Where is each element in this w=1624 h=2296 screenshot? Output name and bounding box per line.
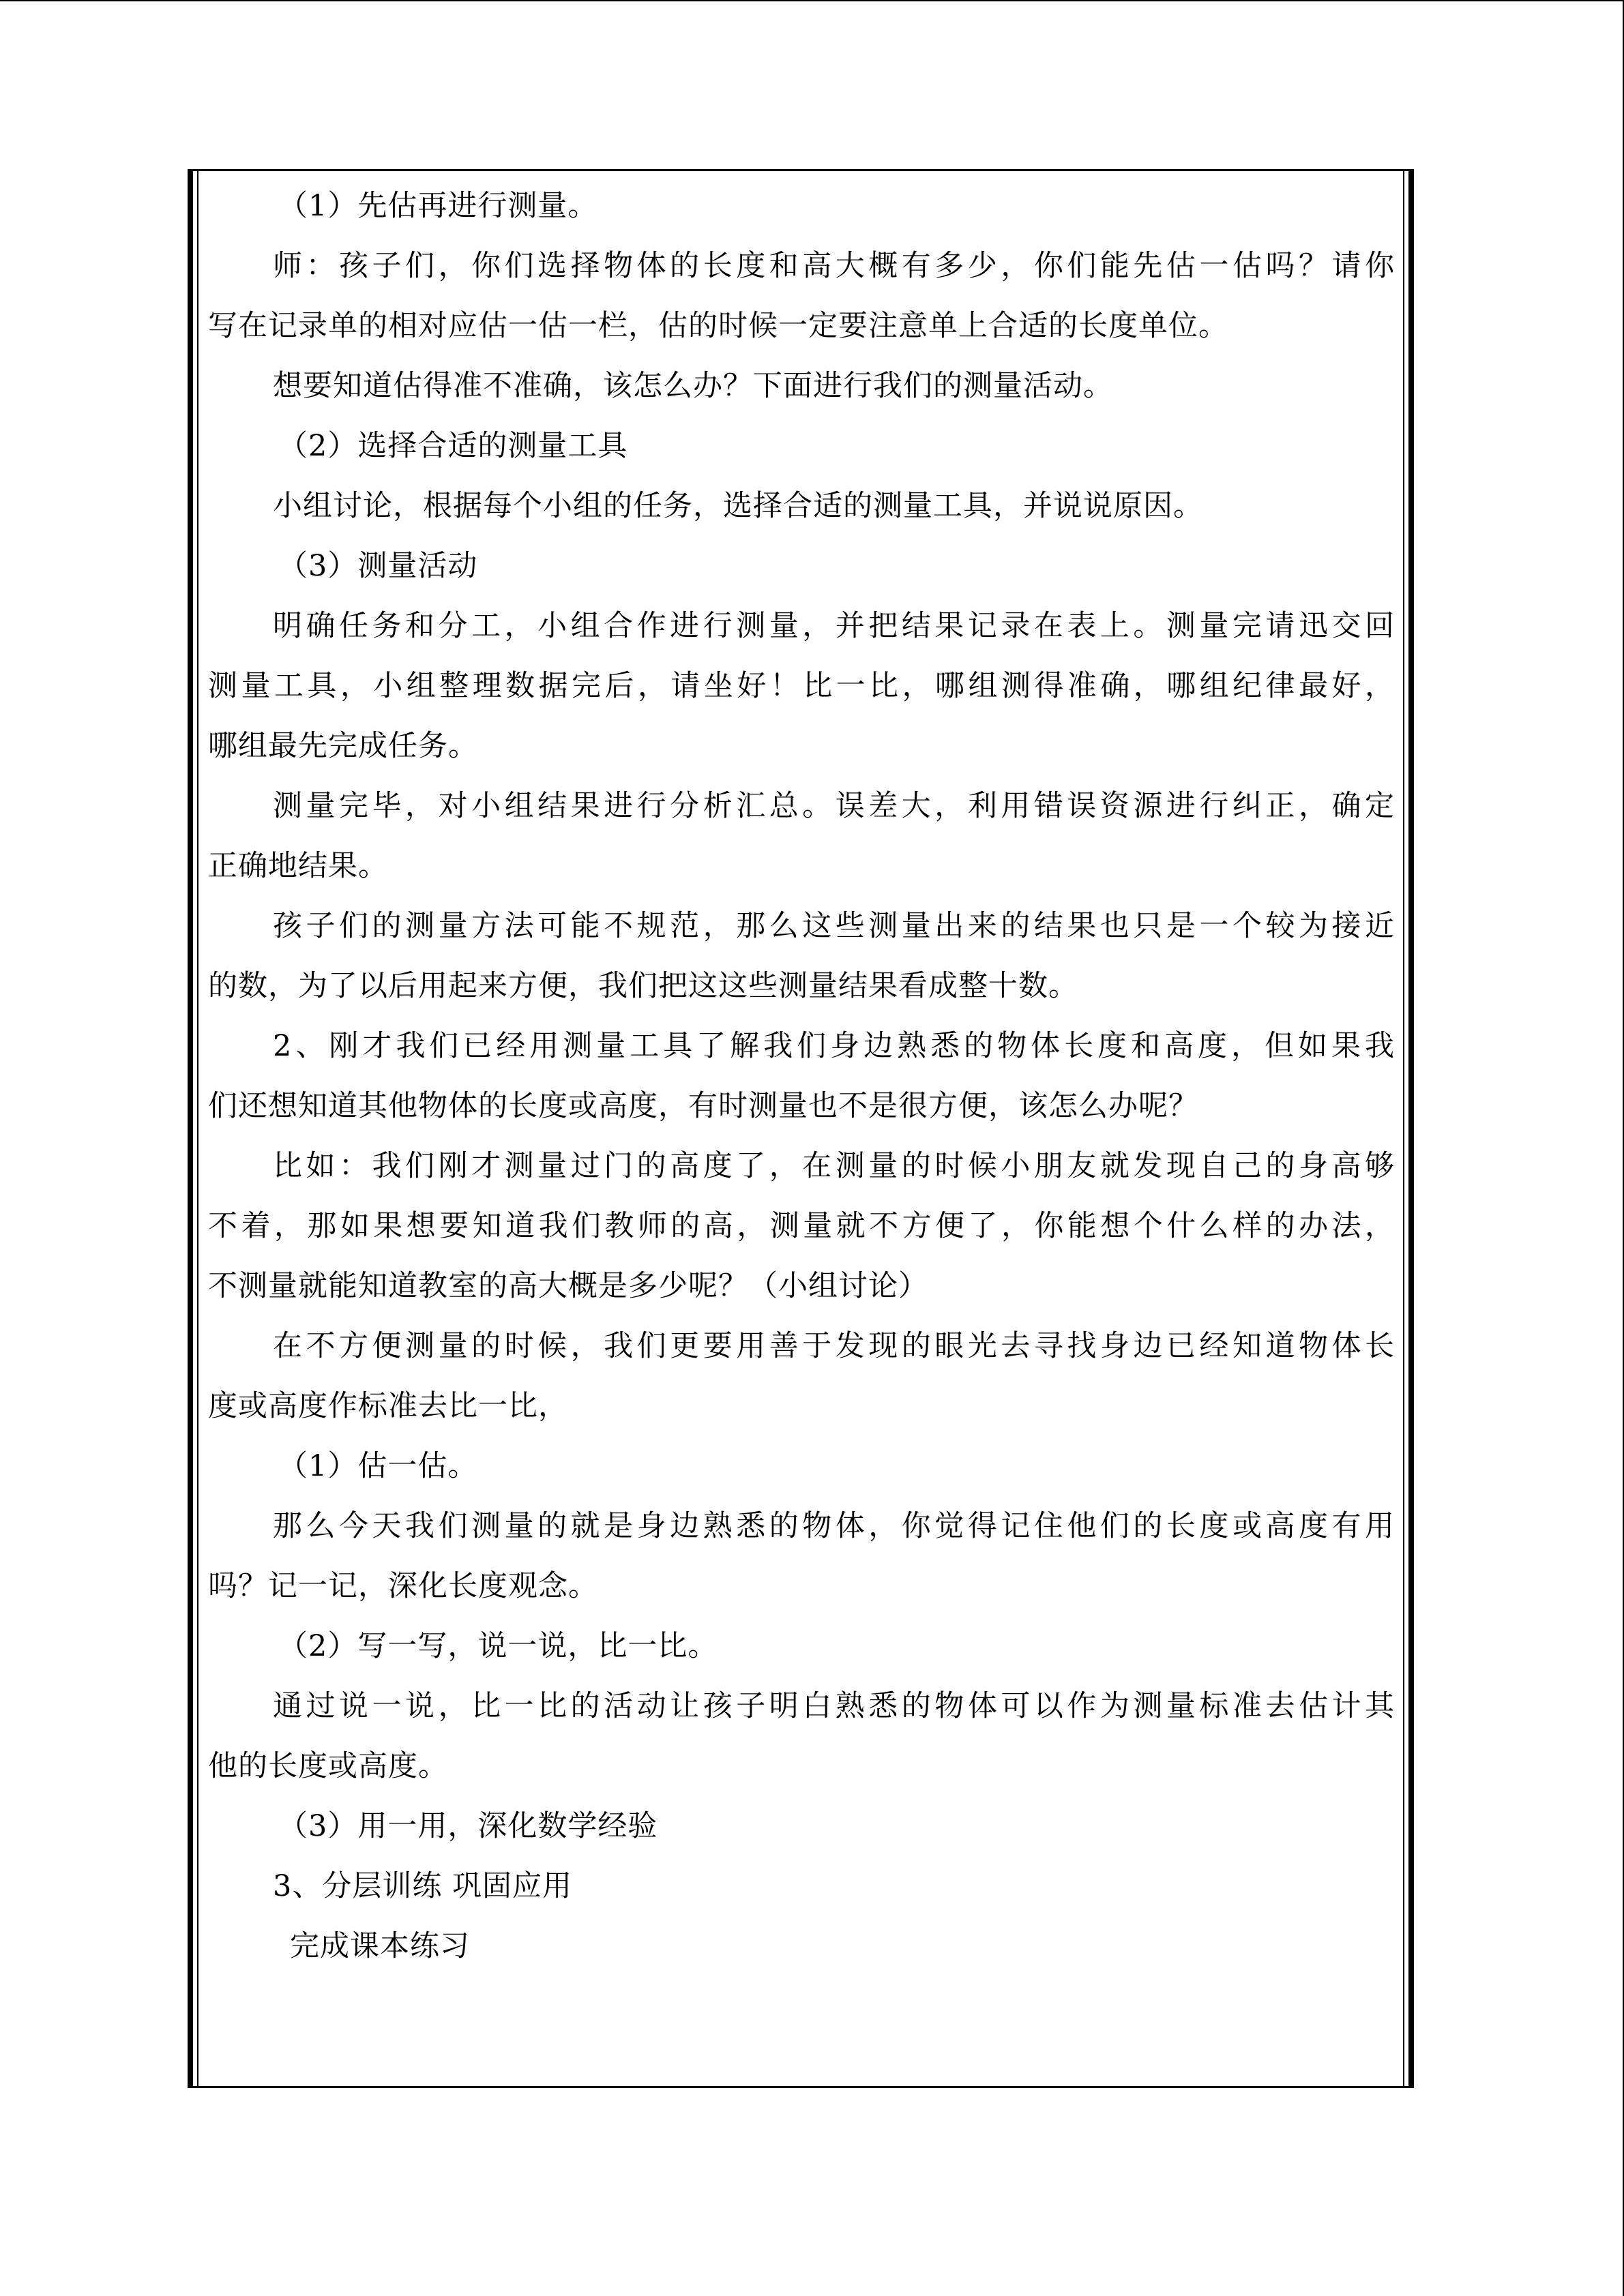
paragraph-line: 想要知道估得准不准确，该怎么办？下面进行我们的测量活动。 (273, 369, 1113, 403)
paragraph-line: 们还想知道其他物体的长度或高度，有时测量也不是很方便，该怎么办呢？ (208, 1089, 1198, 1123)
paragraph-line: 在不方便测量的时候，我们更要用善于发现的眼光去寻找身边已经知道物体长 (273, 1329, 1395, 1363)
subheading-estimate-first: （1）先估再进行测量。 (278, 189, 598, 223)
subheading-write-say-compare: （2）写一写，说一说，比一比。 (278, 1629, 718, 1663)
paragraph-line: 小组讨论，根据每个小组的任务，选择合适的测量工具，并说说原因。 (273, 489, 1203, 523)
frame-bottom-border (188, 2086, 1414, 2088)
page-top-rule (0, 0, 1624, 1)
paragraph-line: 吗？记一记，深化长度观念。 (208, 1569, 598, 1603)
document-body (208, 176, 1395, 1976)
paragraph-line: 明确任务和分工，小组合作进行测量，并把结果记录在表上。测量完请迅交回 (273, 609, 1395, 643)
paragraph-line: 测量完毕，对小组结果进行分析汇总。误差大，利用错误资源进行纠正，确定 (273, 789, 1395, 823)
subheading-measure-activity: （3）测量活动 (278, 549, 478, 583)
paragraph-line: 不着，那如果想要知道我们教师的高，测量就不方便了，你能想个什么样的办法， (208, 1209, 1395, 1243)
paragraph-line: 孩子们的测量方法可能不规范，那么这些测量出来的结果也只是一个较为接近 (273, 909, 1395, 943)
paragraph-line: 他的长度或高度。 (208, 1749, 448, 1783)
paragraph-line: 哪组最先完成任务。 (208, 729, 478, 763)
section-2-line: 2、刚才我们已经用测量工具了解我们身边熟悉的物体长度和高度，但如果我 (273, 1029, 1395, 1063)
paragraph-line: 完成课本练习 (290, 1929, 470, 1963)
paragraph-line: 度或高度作标准去比一比， (208, 1389, 568, 1423)
paragraph-line: 通过说一说，比一比的活动让孩子明白熟悉的物体可以作为测量标准去估计其 (273, 1689, 1395, 1723)
paragraph-line: 正确地结果。 (208, 849, 388, 883)
frame-left-outer-border (188, 169, 193, 2088)
subheading-use-it: （3）用一用，深化数学经验 (278, 1809, 658, 1843)
frame-top-border (188, 169, 1414, 171)
paragraph-line: 写在记录单的相对应估一估一栏，估的时候一定要注意单上合适的长度单位。 (208, 309, 1228, 343)
paragraph-line: 测量工具，小组整理数据完后，请坐好！比一比，哪组测得准确，哪组纪律最好， (208, 669, 1395, 703)
paragraph-line: 那么今天我们测量的就是身边熟悉的物体，你觉得记住他们的长度或高度有用 (273, 1509, 1395, 1543)
paragraph-line: 比如：我们刚才测量过门的高度了，在测量的时候小朋友就发现自己的身高够 (273, 1149, 1395, 1183)
paragraph-line: 不测量就能知道教室的高大概是多少呢？（小组讨论） (208, 1269, 928, 1303)
subheading-choose-tools: （2）选择合适的测量工具 (278, 429, 628, 463)
paragraph-teacher-line: 师：孩子们，你们选择物体的长度和高大概有多少，你们能先估一估吗？请你 (273, 249, 1395, 283)
frame-right-inner-border (1403, 169, 1404, 2088)
frame-right-outer-border (1408, 169, 1414, 2088)
section-3-heading: 3、分层训练 巩固应用 (273, 1869, 573, 1903)
subheading-estimate: （1）估一估。 (278, 1449, 478, 1483)
frame-left-inner-border (197, 169, 198, 2088)
paragraph-line: 的数，为了以后用起来方便，我们把这这些测量结果看成整十数。 (208, 969, 1078, 1003)
